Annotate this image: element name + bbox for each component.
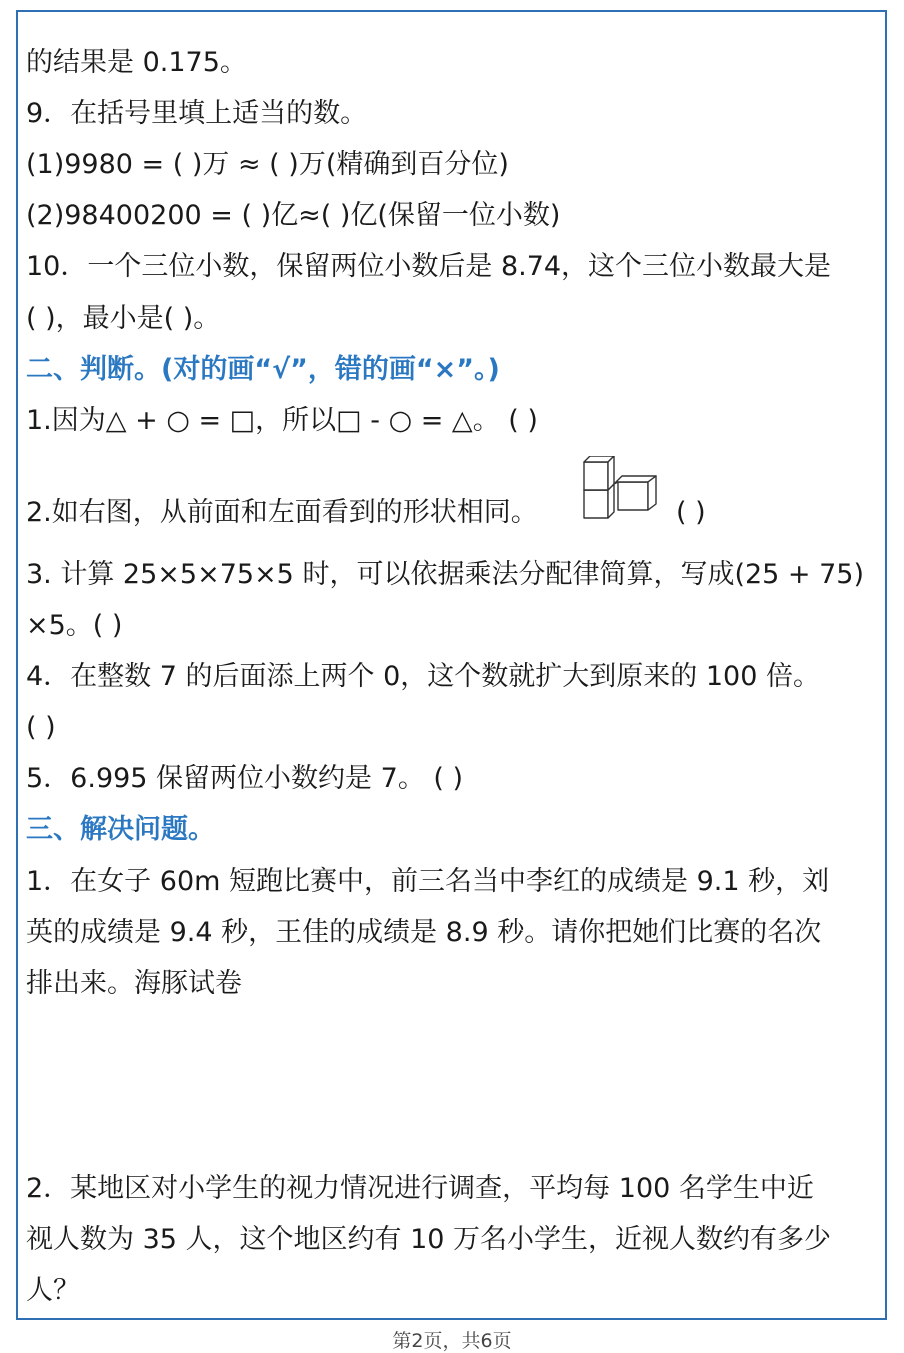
- problem-2-line-1: 2．某地区对小学生的视力情况进行调查，平均每 100 名学生中近: [26, 1173, 814, 1204]
- section-3-title: 三、解决问题。: [26, 814, 215, 845]
- problem-1-line-2: 英的成绩是 9.4 秒，王佳的成绩是 8.9 秒。请你把她们比赛的名次: [26, 917, 822, 948]
- problem-1-line-1: 1．在女子 60m 短跑比赛中，前三名当中李红的成绩是 9.1 秒，刘: [26, 866, 830, 897]
- judge-3-cont: ×5。( ): [26, 610, 123, 641]
- text-line: 的结果是 0.175。: [26, 47, 247, 78]
- question-9-part-1: (1)9980 = ( )万 ≈ ( )万(精确到百分位): [26, 149, 509, 180]
- page-number: 第2页，共6页: [392, 1330, 512, 1352]
- section-2-title: 二、判断。(对的画“√”，错的画“×”。): [26, 354, 500, 385]
- question-9: 9．在括号里填上适当的数。: [26, 98, 368, 129]
- problem-1-line-3: 排出来。海豚试卷: [26, 968, 242, 999]
- problem-2-line-3: 人？: [26, 1275, 80, 1306]
- judge-4-answer: ( ): [26, 712, 56, 743]
- judge-3: 3. 计算 25×5×75×5 时，可以依据乘法分配律简算，写成(25 + 75): [26, 559, 865, 590]
- question-10: 10．一个三位小数，保留两位小数后是 8.74，这个三位小数最大是: [26, 251, 832, 282]
- question-9-part-2: (2)98400200 = ( )亿≈( )亿(保留一位小数): [26, 200, 561, 231]
- cubes-figure-icon: [578, 456, 660, 522]
- question-10-answer: ( )，最小是( )。: [26, 303, 221, 334]
- judge-1: 1.因为△ + ○ = □，所以□ - ○ = △。 ( ): [26, 405, 538, 436]
- problem-2-line-2: 视人数为 35 人，这个地区约有 10 万名小学生，近视人数约有多少: [26, 1224, 832, 1255]
- judge-4: 4．在整数 7 的后面添上两个 0，这个数就扩大到原来的 100 倍。: [26, 661, 820, 692]
- judge-2-answer: ( ): [676, 497, 706, 528]
- judge-2: 2.如右图，从前面和左面看到的形状相同。: [26, 497, 538, 528]
- judge-5: 5．6.995 保留两位小数约是 7。 ( ): [26, 763, 464, 794]
